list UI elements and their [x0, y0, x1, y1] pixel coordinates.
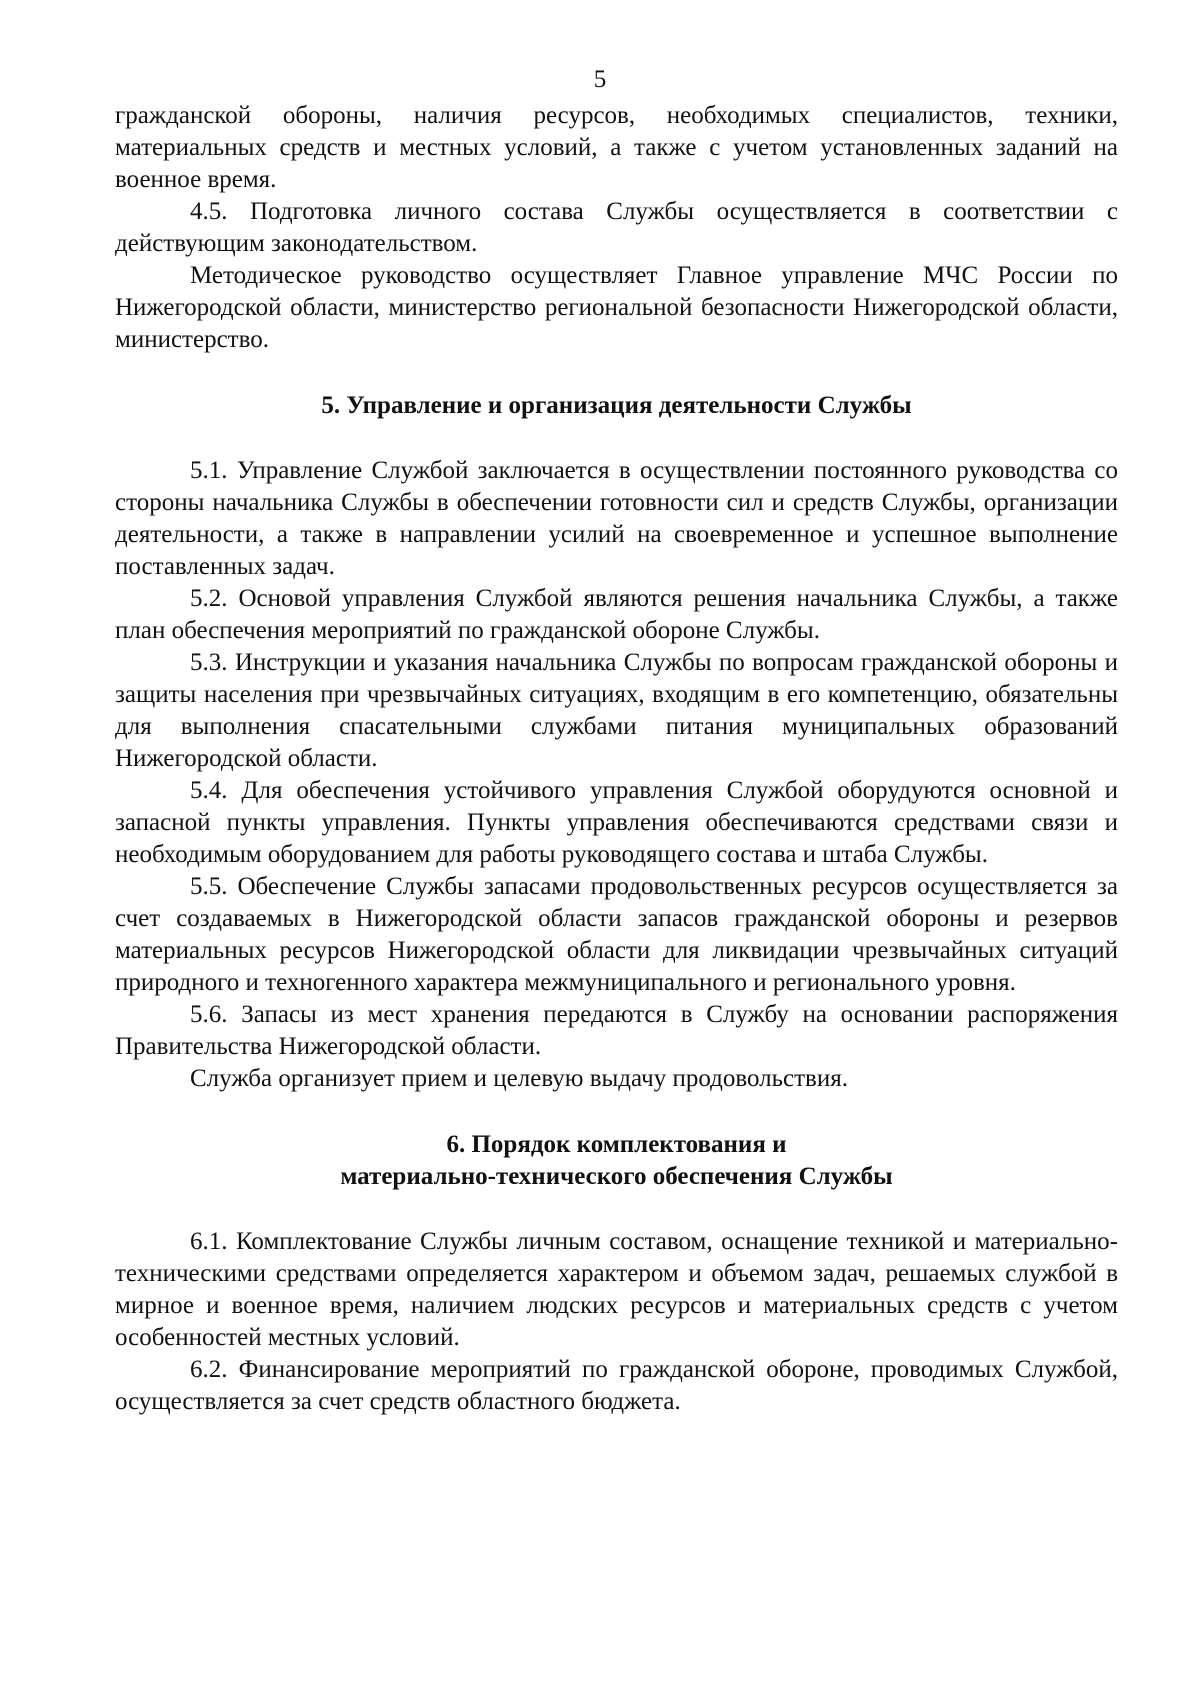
- paragraph-4-5: 4.5. Подготовка личного состава Службы осуществляется в соответствии с действующим законодательством.: [115, 198, 1118, 257]
- paragraph-6-2: 6.2. Финансирование мероприятий по гражданской обороне, проводимых Службой, осуществляется за счет средств областного бюджета.: [115, 1356, 1118, 1415]
- paragraph-5-5: 5.5. Обеспечение Службы запасами продовольственных ресурсов осуществляется за счет создаваемых в Нижегородской области запасов гражданской обороны и резервов материальных ресурсов Нижегородской области для ликвидации чрезвычайных ситуаций природного и техногенного характера межмуниципального и регионального уровня.: [115, 873, 1118, 996]
- page-number: 5: [593, 66, 607, 93]
- methodical-guidance-paragraph: Методическое руководство осуществляет Главное управление МЧС России по Нижегородской области, министерство региональной безопасности Нижегородской области, министерство.: [115, 262, 1118, 353]
- section-6-title: [115, 1129, 1118, 1193]
- continuation-paragraph: гражданской обороны, наличия ресурсов, необходимых специалистов, техники, материальных средств и местных условий, а также с учетом установленных заданий на военное время.: [115, 102, 1118, 193]
- paragraph-5-1: 5.1. Управление Службой заключается в осуществлении постоянного руководства со стороны начальника Службы в обеспечении готовности сил и средств Службы, организации деятельности, а также в направлении усилий на своевременное и успешное выполнение поставленных задач.: [115, 457, 1118, 580]
- paragraph-5-2: 5.2. Основой управления Службой являются решения начальника Службы, а также план обеспечения мероприятий по гражданской обороне Службы.: [115, 585, 1118, 644]
- section-6-title-line-1: 6. Порядок комплектования и: [446, 1131, 787, 1158]
- section-5-title: 5. Управление и организация деятельности Службы: [321, 392, 912, 419]
- paragraph-5-6: 5.6. Запасы из мест хранения передаются в Службу на основании распоряжения Правительства Нижегородской области.: [115, 1001, 1118, 1060]
- document-body: [115, 100, 1118, 1418]
- paragraph-6-1: 6.1. Комплектование Службы личным составом, оснащение техникой и материально-техническими средствами определяется характером и объемом задач, решаемых службой в мирное и военное время, наличием людских ресурсов и материальных средств с учетом особенностей местных условий.: [115, 1228, 1118, 1351]
- paragraph-5-3: 5.3. Инструкции и указания начальника Службы по вопросам гражданской обороны и защиты населения при чрезвычайных ситуациях, входящим в его компетенцию, обязательны для выполнения спасательными службами питания муниципальных образований Нижегородской области.: [115, 649, 1118, 772]
- paragraph-5-4: 5.4. Для обеспечения устойчивого управления Службой оборудуются основной и запасной пункты управления. Пункты управления обеспечиваются средствами связи и необходимым оборудованием для работы руководящего состава и штаба Службы.: [115, 777, 1118, 868]
- section-6-title-line-2: материально-технического обеспечения Службы: [340, 1163, 893, 1190]
- paragraph-service-food-distribution: Служба организует прием и целевую выдачу продовольствия.: [190, 1065, 848, 1092]
